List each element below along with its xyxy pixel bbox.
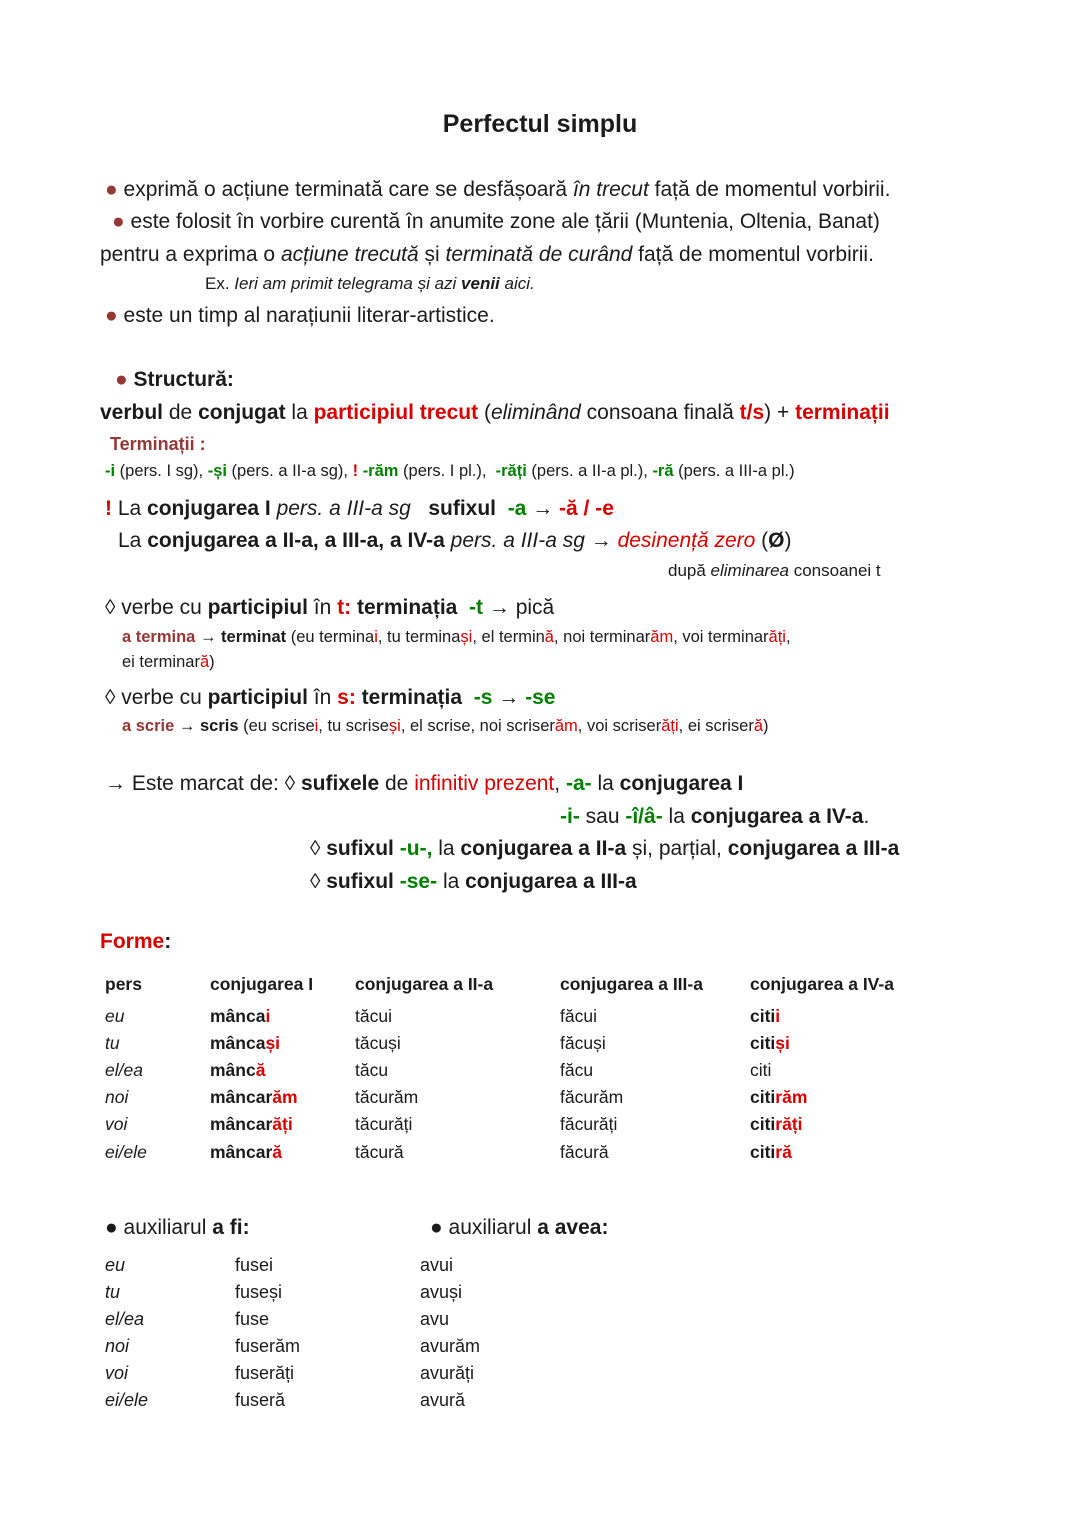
text-run: ◊ verbe cu: [105, 596, 208, 620]
a-fi-form: fuserăm: [235, 1336, 301, 1357]
text-run: eliminând: [490, 400, 581, 424]
verb-form: [355, 1057, 560, 1084]
text-run: conjugarea a III-a: [727, 837, 900, 861]
text-run: pers. a III-a sg: [450, 529, 585, 553]
verb-form: [210, 1057, 355, 1084]
example-termina-cont: [0, 650, 1080, 676]
text-run: Forme: [100, 930, 165, 954]
text-run: sufixul: [326, 869, 394, 893]
verb-form: [560, 1003, 750, 1030]
verb-form: [560, 1030, 750, 1057]
text-run: :: [164, 930, 172, 954]
text-run: infinitiv prezent: [414, 772, 555, 796]
text-run: de: [379, 772, 415, 796]
text-run: la: [591, 772, 620, 796]
text-run: , noi scriser: [470, 717, 555, 736]
doc-title: [0, 105, 1080, 144]
example-scrie: [0, 714, 1080, 740]
text-run: tăcurăți: [355, 1114, 413, 1135]
text-run: -u-,: [399, 837, 433, 861]
text-run: , tu scrise: [318, 717, 389, 736]
text-run: Ø: [768, 529, 785, 553]
text-run: !: [352, 462, 359, 481]
verb-form: [750, 1030, 1080, 1057]
text-run: ăți: [661, 717, 679, 736]
usage-line-2: [0, 206, 1080, 239]
verb-form: [750, 1084, 1080, 1111]
aux-row: [105, 1279, 1080, 1306]
text-run: ă: [544, 627, 554, 646]
text-run: tăcui: [355, 1005, 392, 1026]
text-run: de: [163, 400, 199, 424]
text-run: →: [492, 685, 526, 709]
person-label: ei/ele: [105, 1390, 149, 1411]
verb-form: [560, 1139, 750, 1166]
text-run: consoana finală: [580, 400, 740, 424]
usage-line-1: [0, 174, 1080, 207]
forms-table-header: pers: [105, 973, 142, 994]
verb-form: [750, 1057, 1080, 1084]
text-run: ăm: [272, 1087, 298, 1108]
forms-table-row: [105, 1057, 1080, 1084]
forms-table-row: [105, 1003, 1080, 1030]
text-run: mânca: [210, 1005, 266, 1026]
text-run: citi: [750, 1141, 776, 1162]
a-fi-form: fuse: [235, 1309, 270, 1330]
forms-heading: [0, 926, 1080, 959]
text-run: (: [755, 529, 769, 553]
text-run: , noi terminar: [553, 627, 651, 646]
endings-list: [0, 459, 1080, 485]
person-label: noi: [105, 1336, 130, 1357]
verb-form: [355, 1003, 560, 1030]
verb-form: [210, 1084, 355, 1111]
a-avea-form: avui: [420, 1255, 454, 1276]
text-run: este folosit în vorbire curentă în anumite zone ale țării (Muntenia, Oltenia, Banat): [130, 210, 880, 234]
text-run: în trecut: [572, 177, 649, 201]
verb-form: [750, 1111, 1080, 1138]
text-run: ă: [753, 717, 764, 736]
text-run: , voi scriser: [577, 717, 662, 736]
usage-line-3: [0, 300, 1080, 333]
text-run: La: [118, 529, 148, 553]
text-run: -ră: [652, 462, 674, 481]
text-run: Structură: [133, 368, 227, 392]
text-run: Ex.: [205, 274, 235, 294]
aux-row: [105, 1252, 1080, 1279]
text-run: ◊ verbe cu: [105, 685, 208, 709]
text-run: → pică: [483, 596, 555, 620]
verb-form: [560, 1057, 750, 1084]
text-run: aici.: [499, 274, 535, 294]
text-run: exprimă o acțiune terminată care se desfășoară: [123, 177, 573, 201]
text-run: -și: [207, 462, 227, 481]
text-run: participiul: [207, 685, 308, 709]
example-line: [0, 271, 1080, 297]
text-run: ): [209, 653, 215, 672]
text-run: (eu termina: [286, 627, 375, 646]
forms-table-row: [105, 1139, 1080, 1166]
a-avea-form: avurăm: [420, 1336, 481, 1357]
text-run: ): [763, 717, 769, 736]
text-run: mâncar: [210, 1141, 273, 1162]
text-run: -se-: [399, 869, 438, 893]
structure-heading: [0, 364, 1080, 397]
text-run: →: [195, 627, 222, 646]
text-run: sufixul: [326, 837, 394, 861]
marked-by-line-2: [0, 801, 1080, 834]
aux-row: [105, 1306, 1080, 1333]
text-run: conjugarea I: [147, 496, 271, 520]
text-run: a termina: [122, 627, 196, 646]
a-avea-form: avură: [420, 1390, 466, 1411]
text-run: eliminarea: [710, 560, 789, 580]
text-run: citi: [750, 1005, 776, 1026]
person-label: el/ea: [105, 1309, 145, 1330]
text-run: sau: [579, 804, 626, 828]
text-run: și: [775, 1033, 790, 1054]
text-run: (pers. I pl.),: [398, 462, 496, 481]
forms-table-header-row: [105, 971, 1080, 998]
forms-table-row: [105, 1084, 1080, 1111]
text-run: citi: [750, 1033, 776, 1054]
text-run: citi: [750, 1114, 776, 1135]
text-run: -răm: [362, 462, 399, 481]
text-run: făcuși: [560, 1033, 606, 1054]
text-run: -ă / -e: [559, 496, 614, 520]
text-run: conjugarea a II-a, a III-a, a IV-a: [147, 529, 445, 553]
text-run: consoanei t: [788, 560, 881, 580]
text-run: [496, 497, 508, 520]
text-run: pers. a III-a sg: [276, 496, 411, 520]
marked-by-line: [0, 768, 1080, 801]
text-run: și: [460, 627, 473, 646]
a-fi-form: fuseră: [235, 1390, 286, 1411]
text-run: participiul: [207, 596, 308, 620]
text-run: (pers. a III-a pl.): [673, 462, 795, 481]
text-run: !: [105, 496, 118, 520]
text-run: tăcură: [355, 1141, 404, 1162]
text-run: ◊: [310, 869, 327, 893]
text-run: la: [432, 837, 461, 861]
text-run: în: [307, 596, 338, 620]
a-avea-form: avurăți: [420, 1363, 475, 1384]
text-run: → Este marcat de: ◊: [105, 772, 301, 796]
text-run: ,: [785, 627, 791, 646]
text-run: la: [662, 804, 691, 828]
a-fi-form: fuserăți: [235, 1363, 295, 1384]
text-run: La: [117, 496, 148, 520]
text-run: a scrie: [122, 717, 175, 736]
text-run: -i: [105, 462, 116, 481]
text-run: terminată de curând: [445, 242, 633, 266]
text-run: ă: [255, 1060, 266, 1081]
text-run: (pers. I sg),: [115, 462, 208, 481]
text-run: mânc: [210, 1060, 256, 1081]
text-run: și: [388, 717, 401, 736]
text-run: făcu: [560, 1060, 594, 1081]
forms-table-header: conjugarea a III-a: [560, 973, 703, 994]
text-run: →: [526, 496, 560, 520]
endings-label: [0, 431, 1080, 459]
aux-fi-header: [105, 1212, 430, 1245]
structure-formula: [0, 397, 1080, 430]
example-termina: [0, 625, 1080, 651]
text-run: t/s: [739, 400, 765, 424]
text-run: sufixul: [428, 496, 497, 520]
text-run: -t: [469, 596, 484, 620]
text-run: ăți: [272, 1114, 293, 1135]
aux-row: [105, 1360, 1080, 1387]
text-run: venii: [461, 274, 500, 294]
verb-form: [355, 1030, 560, 1057]
text-run: la: [285, 400, 314, 424]
text-run: ăm: [650, 627, 674, 646]
text-run: făcui: [560, 1005, 597, 1026]
text-run: terminații: [795, 400, 890, 424]
text-run: ă: [272, 1141, 282, 1162]
text-run: -i-: [560, 804, 580, 828]
text-run: a avea:: [537, 1215, 609, 1239]
text-run: ●: [115, 368, 134, 392]
text-run: [462, 686, 474, 709]
a-avea-form: avu: [420, 1309, 450, 1330]
text-run: →: [174, 717, 200, 736]
aux-section: [0, 1212, 1080, 1415]
text-run: tăcu: [355, 1060, 389, 1081]
marked-by-line-3: [0, 833, 1080, 866]
text-run: (pers. a II-a sg),: [226, 462, 353, 481]
text-run: mânca: [210, 1033, 266, 1054]
verb-form: [750, 1003, 1080, 1030]
person-label: el/ea: [105, 1060, 143, 1081]
person-label: tu: [105, 1033, 120, 1054]
forms-table-header: conjugarea a IV-a: [750, 973, 894, 994]
a-fi-form: fusei: [235, 1255, 274, 1276]
note-elimination: [0, 558, 1080, 584]
verb-form: [210, 1003, 355, 1030]
forms-table-header: conjugarea I: [210, 973, 314, 994]
text-run: i: [265, 1005, 271, 1026]
text-run: conjugarea I: [619, 772, 744, 796]
text-run: ăți: [768, 627, 786, 646]
text-run: terminația: [361, 685, 463, 709]
text-run: [457, 596, 469, 619]
verb-form: [210, 1030, 355, 1057]
person-label: tu: [105, 1282, 121, 1303]
text-run: făcurăți: [560, 1114, 618, 1135]
text-run: făcurăm: [560, 1087, 624, 1108]
a-avea-form: avuși: [420, 1282, 463, 1303]
text-run: conjugat: [198, 400, 286, 424]
text-run: răți: [775, 1114, 803, 1135]
text-run: și, parțial,: [626, 837, 728, 861]
rule-conj1: [0, 493, 1080, 526]
text-run: i: [314, 717, 319, 736]
text-run: -î/â-: [625, 804, 663, 828]
text-run: citi: [750, 1087, 776, 1108]
person-label: eu: [105, 1255, 126, 1276]
text-run: ): [784, 529, 792, 553]
text-run: ● auxiliarul: [105, 1215, 213, 1239]
aux-row: [105, 1333, 1080, 1360]
text-run: acțiune trecută: [280, 242, 419, 266]
text-run: scris: [199, 717, 239, 736]
person-label: ei/ele: [105, 1141, 147, 1162]
text-run: i: [775, 1005, 781, 1026]
text-run: sufixele: [300, 772, 380, 796]
text-run: făcură: [560, 1141, 609, 1162]
text-run: pentru a exprima o: [100, 242, 281, 266]
text-run: -se: [525, 685, 556, 709]
person-label: noi: [105, 1087, 129, 1108]
text-run: -a-: [565, 772, 592, 796]
marked-by-line-4: [0, 866, 1080, 899]
verb-form: [560, 1111, 750, 1138]
text-run: desinență zero: [617, 529, 756, 553]
aux-headers: [105, 1212, 1080, 1245]
text-run: mâncar: [210, 1114, 273, 1135]
text-run: ă: [199, 653, 210, 672]
text-run: tăcuși: [355, 1033, 401, 1054]
forms-table-header: conjugarea a II-a: [355, 973, 494, 994]
forms-table-row: [105, 1030, 1080, 1057]
text-run: , ei scriser: [678, 717, 754, 736]
text-run: la: [437, 869, 466, 893]
text-run: Ieri am primit telegrama și azi: [234, 274, 462, 294]
text-run: -s: [473, 685, 493, 709]
text-run: citi: [750, 1060, 772, 1081]
text-run: ei terminar: [122, 653, 200, 672]
text-run: .: [863, 804, 870, 828]
text-run: Perfectul simplu: [442, 110, 638, 138]
text-run: (eu scrise: [238, 717, 315, 736]
text-run: , el termin: [472, 627, 545, 646]
text-run: și: [265, 1033, 281, 1054]
text-run: (pers. a II-a pl.),: [526, 462, 653, 481]
text-run: după: [668, 560, 711, 580]
verb-form: [210, 1111, 355, 1138]
text-run: tăcurăm: [355, 1087, 419, 1108]
forms-table-row: [105, 1111, 1080, 1138]
text-run: ● auxiliarul: [430, 1215, 538, 1239]
text-run: [411, 497, 429, 520]
text-run: conjugarea a III-a: [465, 869, 637, 893]
verb-form: [210, 1139, 355, 1166]
text-run: a fi:: [212, 1215, 250, 1239]
text-run: față de momentul vorbirii.: [648, 177, 891, 201]
text-run: ●: [105, 177, 124, 201]
a-fi-form: fuseși: [235, 1282, 283, 1303]
rule-participle-t: [0, 592, 1080, 625]
person-label: eu: [105, 1005, 125, 1026]
text-run: conjugarea a II-a: [460, 837, 627, 861]
text-run: ) +: [764, 400, 796, 424]
verb-form: [355, 1111, 560, 1138]
text-run: ●: [105, 303, 124, 327]
verb-form: [355, 1084, 560, 1111]
text-run: mâncar: [210, 1087, 273, 1108]
text-run: ăm: [554, 717, 578, 736]
aux-row: [105, 1387, 1080, 1414]
text-run: i: [374, 627, 378, 646]
text-run: ●: [112, 210, 131, 234]
text-run: ◊: [310, 837, 327, 861]
text-run: și: [418, 242, 446, 266]
text-run: răm: [775, 1087, 808, 1108]
text-run: t:: [337, 596, 352, 620]
verb-form: [560, 1084, 750, 1111]
verb-form: [750, 1139, 1080, 1166]
aux-avea-header: [430, 1212, 1080, 1245]
text-run: s:: [337, 685, 356, 709]
document-body: [0, 105, 1080, 959]
text-run: :: [226, 368, 234, 392]
text-run: , voi terminar: [673, 627, 769, 646]
verb-form: [355, 1139, 560, 1166]
person-label: voi: [105, 1114, 128, 1135]
text-run: participiul trecut: [313, 400, 479, 424]
text-run: , el scrise: [400, 717, 471, 736]
rule-participle-s: [0, 682, 1080, 715]
text-run: terminația: [356, 596, 458, 620]
text-run: în: [307, 685, 338, 709]
text-run: ,: [554, 772, 566, 796]
rule-conj234: [0, 525, 1080, 558]
forms-table: [0, 971, 1080, 1166]
text-run: conjugarea a IV-a: [690, 804, 864, 828]
text-run: terminat: [221, 627, 287, 646]
text-run: (: [478, 400, 491, 424]
person-label: voi: [105, 1363, 129, 1384]
text-run: , tu termina: [377, 627, 461, 646]
text-run: Terminații :: [110, 434, 206, 455]
usage-line-2-cont: [0, 239, 1080, 272]
text-run: -răți: [495, 462, 527, 481]
text-run: față de momentul vorbirii.: [632, 242, 874, 266]
text-run: -a: [507, 496, 527, 520]
text-run: verbul: [100, 400, 164, 424]
text-run: este un timp al narațiunii literar-artistice.: [123, 303, 495, 327]
text-run: ră: [775, 1141, 792, 1162]
text-run: →: [584, 529, 618, 553]
